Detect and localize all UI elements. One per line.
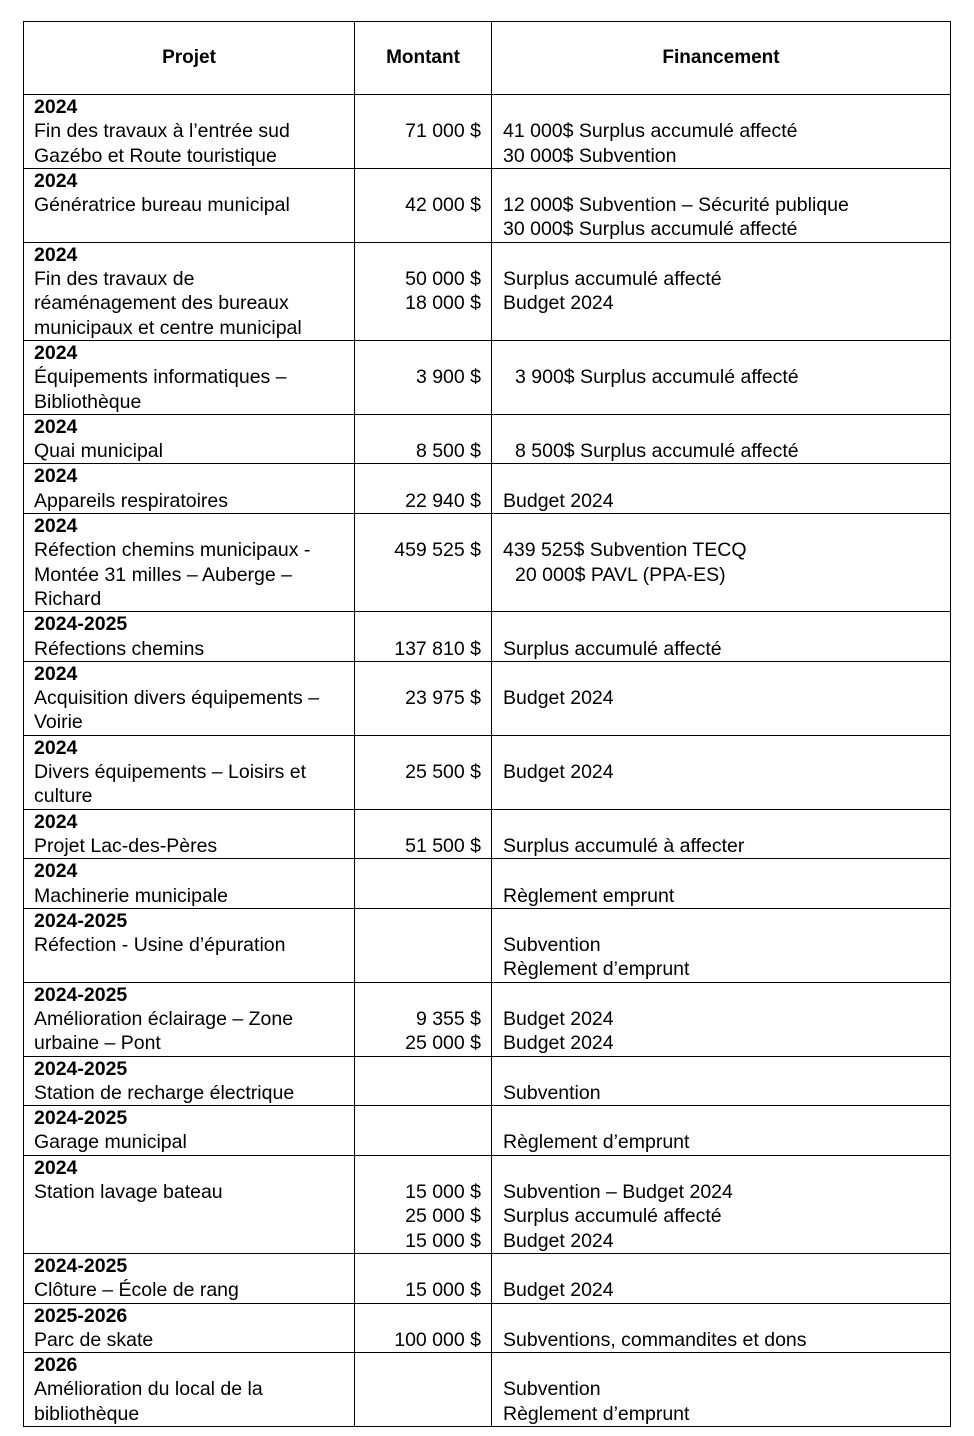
- project-label-line: Réfections chemins: [34, 637, 205, 660]
- amount-value: 50 000 $: [405, 268, 481, 291]
- table-row: [24, 242, 951, 340]
- financing-cell: [492, 1056, 951, 1106]
- project-cell: [24, 661, 355, 735]
- project-year: 2024: [34, 810, 78, 833]
- project-cell: [24, 1353, 355, 1427]
- amount-value: 25 000 $: [405, 1205, 481, 1228]
- project-label-line: Réfection chemins municipaux -: [34, 539, 311, 562]
- amount-cell: [355, 1303, 492, 1353]
- project-label-line: Richard: [34, 587, 102, 610]
- amount-cell: [355, 1253, 492, 1303]
- amount-cell: [355, 735, 492, 809]
- amount-cell: [355, 340, 492, 414]
- table-header-row: [24, 22, 951, 95]
- amount-cell: [355, 612, 492, 662]
- project-label-line: Montée 31 milles – Auberge –: [34, 563, 292, 586]
- financing-source: 20 000$ PAVL (PPA-ES): [515, 563, 726, 586]
- financing-cell: [492, 168, 951, 242]
- table-row: [24, 661, 951, 735]
- project-year: 2024: [34, 662, 78, 685]
- amount-value: 25 500 $: [405, 761, 481, 784]
- financing-cell: [492, 464, 951, 514]
- amount-value: 15 000 $: [405, 1229, 481, 1252]
- projects-table: [23, 21, 951, 1427]
- project-label-line: culture: [34, 785, 93, 808]
- amount-value: 25 000 $: [405, 1032, 481, 1055]
- project-label-line: Équipements informatiques –: [34, 366, 287, 389]
- header-montant: Montant: [355, 22, 492, 95]
- table-row: [24, 1056, 951, 1106]
- project-label-line: Station lavage bateau: [34, 1181, 223, 1204]
- project-label-line: bibliothèque: [34, 1402, 140, 1425]
- project-label-line: Appareils respiratoires: [34, 489, 229, 512]
- project-cell: [24, 464, 355, 514]
- project-cell: [24, 982, 355, 1056]
- table-row: [24, 168, 951, 242]
- financing-source: 8 500$ Surplus accumulé affecté: [515, 440, 799, 463]
- project-label-line: Garage municipal: [34, 1131, 187, 1154]
- financing-source: Budget 2024: [503, 489, 614, 512]
- financing-source: Règlement d’emprunt: [503, 958, 690, 981]
- project-cell: [24, 514, 355, 612]
- project-year: 2024: [34, 860, 78, 883]
- amount-value: 71 000 $: [405, 120, 481, 143]
- table-row: [24, 735, 951, 809]
- project-label-line: Bibliothèque: [34, 390, 142, 413]
- financing-cell: [492, 1353, 951, 1427]
- amount-cell: [355, 514, 492, 612]
- project-label-line: Quai municipal: [34, 440, 163, 463]
- financing-cell: [492, 735, 951, 809]
- project-year: 2024-2025: [34, 1254, 128, 1277]
- financing-source: Règlement d’emprunt: [503, 1402, 690, 1425]
- table-row: [24, 1353, 951, 1427]
- amount-cell: [355, 809, 492, 859]
- financing-cell: [492, 514, 951, 612]
- financing-cell: [492, 1253, 951, 1303]
- header-projet: Projet: [24, 22, 355, 95]
- amount-cell: [355, 661, 492, 735]
- project-label-line: Amélioration éclairage – Zone: [34, 1007, 294, 1030]
- amount-value: 137 810 $: [394, 637, 481, 660]
- project-year: 2025-2026: [34, 1304, 128, 1327]
- amount-value: 100 000 $: [394, 1328, 481, 1351]
- project-cell: [24, 809, 355, 859]
- project-cell: [24, 168, 355, 242]
- financing-source: Subvention: [503, 1081, 601, 1104]
- financing-source: Budget 2024: [503, 1279, 614, 1302]
- document-page: [23, 21, 950, 1427]
- table-row: [24, 464, 951, 514]
- project-label-line: Acquisition divers équipements –: [34, 687, 320, 710]
- financing-cell: [492, 859, 951, 909]
- project-label-line: Parc de skate: [34, 1328, 154, 1351]
- project-label-line: municipaux et centre municipal: [34, 316, 302, 339]
- financing-source: 41 000$ Surplus accumulé affecté: [503, 120, 798, 143]
- project-year: 2024-2025: [34, 983, 128, 1006]
- project-cell: [24, 414, 355, 464]
- amount-cell: [355, 1106, 492, 1156]
- financing-source: Subvention: [503, 934, 601, 957]
- project-year: 2024-2025: [34, 613, 128, 636]
- table-row: [24, 1155, 951, 1253]
- table-row: [24, 859, 951, 909]
- financing-cell: [492, 242, 951, 340]
- amount-cell: [355, 168, 492, 242]
- financing-source: 30 000$ Surplus accumulé affecté: [503, 218, 798, 241]
- financing-source: Budget 2024: [503, 1007, 614, 1030]
- amount-cell: [355, 95, 492, 169]
- project-label-line: urbaine – Pont: [34, 1032, 161, 1055]
- financing-source: 439 525$ Subvention TECQ: [503, 539, 747, 562]
- project-year: 2024: [34, 465, 78, 488]
- project-year: 2024-2025: [34, 1107, 128, 1130]
- financing-source: Budget 2024: [503, 687, 614, 710]
- financing-source: Subvention: [503, 1378, 601, 1401]
- project-label-line: Fin des travaux de: [34, 268, 195, 291]
- financing-cell: [492, 95, 951, 169]
- project-cell: [24, 1253, 355, 1303]
- project-cell: [24, 242, 355, 340]
- financing-source: Budget 2024: [503, 292, 614, 315]
- project-label-line: Clôture – École de rang: [34, 1279, 239, 1302]
- project-label-line: Machinerie municipale: [34, 884, 229, 907]
- table-row: [24, 414, 951, 464]
- amount-value: 8 500 $: [415, 440, 481, 463]
- project-year: 2024: [34, 515, 78, 538]
- project-cell: [24, 1106, 355, 1156]
- project-year: 2024: [34, 169, 78, 192]
- amount-cell: [355, 414, 492, 464]
- project-year: 2024: [34, 736, 78, 759]
- amount-cell: [355, 908, 492, 982]
- project-label-line: réaménagement des bureaux: [34, 292, 289, 315]
- amount-value: 42 000 $: [405, 194, 481, 217]
- project-year: 2026: [34, 1354, 78, 1377]
- project-label-line: Projet Lac-des-Pères: [34, 834, 218, 857]
- project-year: 2024: [34, 341, 78, 364]
- project-year: 2024: [34, 96, 78, 118]
- project-year: 2024: [34, 1156, 78, 1179]
- financing-cell: [492, 1155, 951, 1253]
- table-row: [24, 908, 951, 982]
- project-cell: [24, 612, 355, 662]
- project-year: 2024-2025: [34, 1057, 128, 1080]
- project-cell: [24, 859, 355, 909]
- header-financement: Financement: [492, 22, 951, 95]
- financing-cell: [492, 661, 951, 735]
- project-label-line: Gazébo et Route touristique: [34, 144, 277, 167]
- financing-cell: [492, 1106, 951, 1156]
- amount-value: 459 525 $: [394, 539, 481, 562]
- project-label-line: Divers équipements – Loisirs et: [34, 761, 307, 784]
- project-cell: [24, 1056, 355, 1106]
- financing-source: 30 000$ Subvention: [503, 144, 677, 167]
- project-label-line: Fin des travaux à l’entrée sud: [34, 120, 290, 143]
- financing-cell: [492, 809, 951, 859]
- project-label-line: Station de recharge électrique: [34, 1081, 295, 1104]
- financing-source: Surplus accumulé à affecter: [503, 834, 745, 857]
- project-cell: [24, 1155, 355, 1253]
- project-label-line: Amélioration du local de la: [34, 1378, 263, 1401]
- financing-source: Surplus accumulé affecté: [503, 637, 722, 660]
- table-row: [24, 982, 951, 1056]
- financing-source: Règlement emprunt: [503, 884, 675, 907]
- project-year: 2024: [34, 415, 78, 438]
- project-label-line: Voirie: [34, 711, 83, 734]
- amount-cell: [355, 1353, 492, 1427]
- project-year: 2024: [34, 243, 78, 266]
- financing-cell: [492, 908, 951, 982]
- financing-source: 3 900$ Surplus accumulé affecté: [515, 366, 799, 389]
- table-row: [24, 95, 951, 169]
- amount-value: 51 500 $: [405, 834, 481, 857]
- financing-source: 12 000$ Subvention – Sécurité publique: [503, 194, 849, 217]
- financing-cell: [492, 982, 951, 1056]
- amount-value: 15 000 $: [405, 1181, 481, 1204]
- financing-cell: [492, 414, 951, 464]
- project-year: 2024-2025: [34, 909, 128, 932]
- project-label-line: Réfection - Usine d’épuration: [34, 934, 286, 957]
- financing-source: Budget 2024: [503, 1032, 614, 1055]
- amount-cell: [355, 982, 492, 1056]
- financing-source: Budget 2024: [503, 761, 614, 784]
- amount-value: 3 900 $: [415, 366, 481, 389]
- amount-value: 23 975 $: [405, 687, 481, 710]
- amount-value: 18 000 $: [405, 292, 481, 315]
- amount-cell: [355, 464, 492, 514]
- financing-cell: [492, 1303, 951, 1353]
- financing-cell: [492, 612, 951, 662]
- table-row: [24, 612, 951, 662]
- table-body: [24, 95, 951, 1427]
- project-cell: [24, 95, 355, 169]
- table-row: [24, 1303, 951, 1353]
- amount-value: 22 940 $: [405, 489, 481, 512]
- amount-cell: [355, 1056, 492, 1106]
- financing-source: Surplus accumulé affecté: [503, 268, 722, 291]
- financing-source: Budget 2024: [503, 1229, 614, 1252]
- table-row: [24, 809, 951, 859]
- table-row: [24, 1253, 951, 1303]
- amount-value: 15 000 $: [405, 1279, 481, 1302]
- financing-source: Subvention – Budget 2024: [503, 1181, 733, 1204]
- financing-cell: [492, 340, 951, 414]
- amount-cell: [355, 1155, 492, 1253]
- financing-source: Surplus accumulé affecté: [503, 1205, 722, 1228]
- table-row: [24, 1106, 951, 1156]
- amount-cell: [355, 242, 492, 340]
- financing-source: Subventions, commandites et dons: [503, 1328, 807, 1351]
- amount-value: 9 355 $: [415, 1007, 481, 1030]
- table-row: [24, 340, 951, 414]
- project-cell: [24, 735, 355, 809]
- project-cell: [24, 340, 355, 414]
- table-row: [24, 514, 951, 612]
- project-cell: [24, 908, 355, 982]
- amount-cell: [355, 859, 492, 909]
- financing-source: Règlement d’emprunt: [503, 1131, 690, 1154]
- project-cell: [24, 1303, 355, 1353]
- project-label-line: Génératrice bureau municipal: [34, 194, 290, 217]
